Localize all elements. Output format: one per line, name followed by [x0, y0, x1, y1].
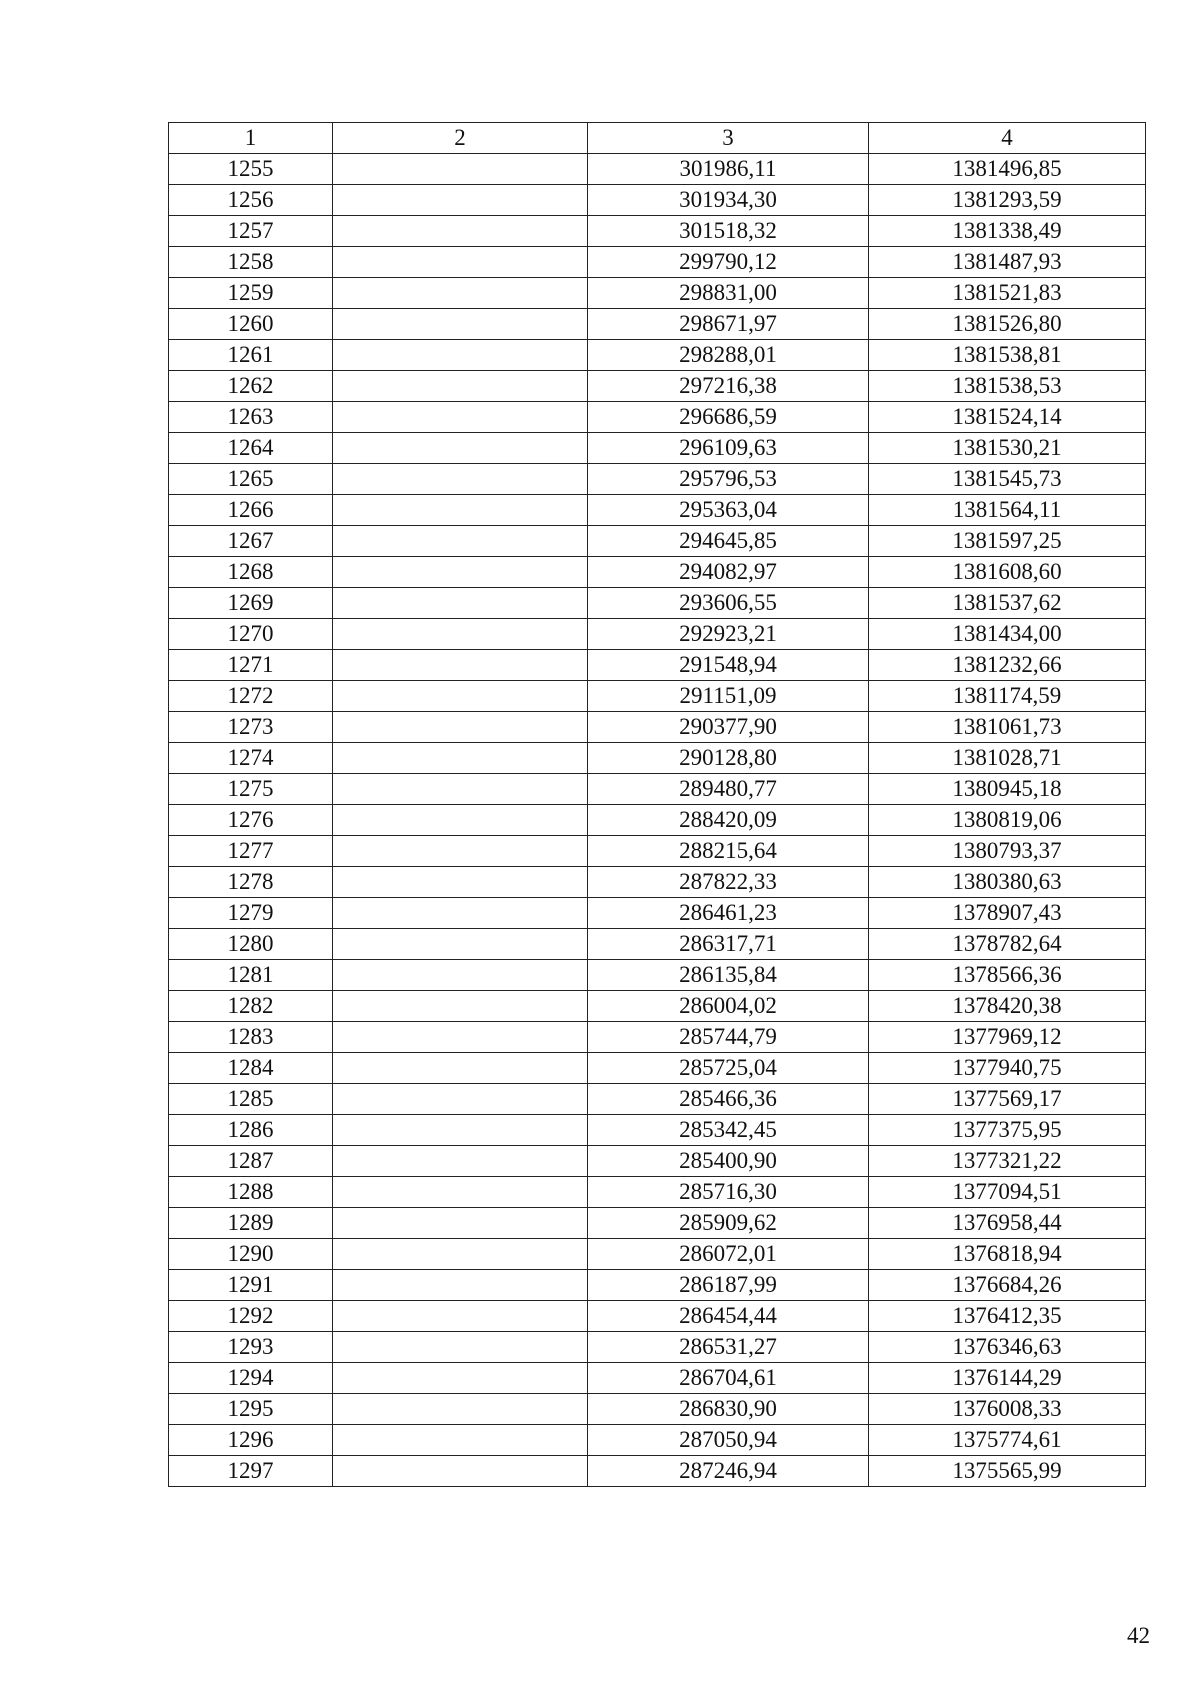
coordinate-x-cell: 286317,71	[588, 929, 869, 960]
coordinate-x-cell: 301986,11	[588, 154, 869, 185]
coordinate-x-cell: 288215,64	[588, 836, 869, 867]
table-row	[169, 1425, 1146, 1456]
point-number-cell: 1293	[169, 1332, 333, 1363]
coordinate-x-cell: 285909,62	[588, 1208, 869, 1239]
description-cell	[333, 960, 588, 991]
coordinate-x-cell: 285716,30	[588, 1177, 869, 1208]
coordinate-y-cell: 1381538,81	[869, 340, 1146, 371]
point-number-cell: 1255	[169, 154, 333, 185]
coordinate-y-cell: 1381545,73	[869, 464, 1146, 495]
table-row	[169, 1146, 1146, 1177]
table-row	[169, 1394, 1146, 1425]
point-number-cell: 1269	[169, 588, 333, 619]
coordinate-x-cell: 290128,80	[588, 743, 869, 774]
coordinate-x-cell: 288420,09	[588, 805, 869, 836]
coordinate-y-cell: 1381232,66	[869, 650, 1146, 681]
point-number-cell: 1292	[169, 1301, 333, 1332]
coordinate-y-cell: 1381530,21	[869, 433, 1146, 464]
point-number-cell: 1291	[169, 1270, 333, 1301]
point-number-cell: 1256	[169, 185, 333, 216]
point-number-cell: 1297	[169, 1456, 333, 1487]
coordinate-y-cell: 1381537,62	[869, 588, 1146, 619]
coordinate-y-cell: 1381174,59	[869, 681, 1146, 712]
point-number-cell: 1274	[169, 743, 333, 774]
coordinate-x-cell: 286187,99	[588, 1270, 869, 1301]
description-cell	[333, 278, 588, 309]
description-cell	[333, 464, 588, 495]
table-row	[169, 185, 1146, 216]
coordinates-table	[168, 122, 1146, 1487]
coordinate-y-cell: 1376818,94	[869, 1239, 1146, 1270]
header-cell-1: 1	[169, 123, 333, 154]
table-row	[169, 433, 1146, 464]
description-cell	[333, 309, 588, 340]
table-row	[169, 247, 1146, 278]
coordinate-x-cell: 291548,94	[588, 650, 869, 681]
table-row	[169, 340, 1146, 371]
description-cell	[333, 433, 588, 464]
description-cell	[333, 1053, 588, 1084]
point-number-cell: 1266	[169, 495, 333, 526]
coordinate-x-cell: 291151,09	[588, 681, 869, 712]
table-row	[169, 309, 1146, 340]
description-cell	[333, 1208, 588, 1239]
coordinate-y-cell: 1377321,22	[869, 1146, 1146, 1177]
coordinate-x-cell: 286461,23	[588, 898, 869, 929]
coordinate-y-cell: 1381608,60	[869, 557, 1146, 588]
description-cell	[333, 154, 588, 185]
point-number-cell: 1289	[169, 1208, 333, 1239]
description-cell	[333, 898, 588, 929]
table-row	[169, 681, 1146, 712]
coordinate-y-cell: 1376684,26	[869, 1270, 1146, 1301]
coordinate-x-cell: 285725,04	[588, 1053, 869, 1084]
point-number-cell: 1282	[169, 991, 333, 1022]
coordinate-x-cell: 292923,21	[588, 619, 869, 650]
description-cell	[333, 774, 588, 805]
description-cell	[333, 1425, 588, 1456]
description-cell	[333, 681, 588, 712]
coordinate-x-cell: 299790,12	[588, 247, 869, 278]
coordinate-x-cell: 296109,63	[588, 433, 869, 464]
coordinate-y-cell: 1377940,75	[869, 1053, 1146, 1084]
table-row	[169, 774, 1146, 805]
coordinate-y-cell: 1381496,85	[869, 154, 1146, 185]
coordinate-y-cell: 1378566,36	[869, 960, 1146, 991]
point-number-cell: 1264	[169, 433, 333, 464]
coordinate-x-cell: 285744,79	[588, 1022, 869, 1053]
table-row	[169, 495, 1146, 526]
coordinate-y-cell: 1378420,38	[869, 991, 1146, 1022]
table-row	[169, 216, 1146, 247]
point-number-cell: 1259	[169, 278, 333, 309]
table-row	[169, 1363, 1146, 1394]
coordinate-y-cell: 1377094,51	[869, 1177, 1146, 1208]
point-number-cell: 1279	[169, 898, 333, 929]
coordinate-y-cell: 1378907,43	[869, 898, 1146, 929]
coordinate-x-cell: 301518,32	[588, 216, 869, 247]
point-number-cell: 1267	[169, 526, 333, 557]
description-cell	[333, 216, 588, 247]
point-number-cell: 1273	[169, 712, 333, 743]
table-row	[169, 1022, 1146, 1053]
coordinate-y-cell: 1376412,35	[869, 1301, 1146, 1332]
table-row	[169, 1301, 1146, 1332]
table-row	[169, 464, 1146, 495]
coordinate-y-cell: 1381028,71	[869, 743, 1146, 774]
coordinate-y-cell: 1377969,12	[869, 1022, 1146, 1053]
table-header-row	[169, 123, 1146, 154]
table-row	[169, 1332, 1146, 1363]
table-row	[169, 1053, 1146, 1084]
description-cell	[333, 495, 588, 526]
coordinate-y-cell: 1381564,11	[869, 495, 1146, 526]
point-number-cell: 1263	[169, 402, 333, 433]
point-number-cell: 1278	[169, 867, 333, 898]
coordinate-x-cell: 289480,77	[588, 774, 869, 805]
description-cell	[333, 588, 588, 619]
table-row	[169, 712, 1146, 743]
coordinate-y-cell: 1380945,18	[869, 774, 1146, 805]
coordinate-x-cell: 287822,33	[588, 867, 869, 898]
point-number-cell: 1257	[169, 216, 333, 247]
description-cell	[333, 1022, 588, 1053]
point-number-cell: 1285	[169, 1084, 333, 1115]
coordinate-x-cell: 286135,84	[588, 960, 869, 991]
point-number-cell: 1294	[169, 1363, 333, 1394]
coordinate-x-cell: 286704,61	[588, 1363, 869, 1394]
point-number-cell: 1275	[169, 774, 333, 805]
description-cell	[333, 836, 588, 867]
description-cell	[333, 371, 588, 402]
header-cell-3: 3	[588, 123, 869, 154]
description-cell	[333, 402, 588, 433]
table-row	[169, 898, 1146, 929]
description-cell	[333, 929, 588, 960]
coordinate-x-cell: 287246,94	[588, 1456, 869, 1487]
coordinate-x-cell: 286531,27	[588, 1332, 869, 1363]
coordinate-y-cell: 1377569,17	[869, 1084, 1146, 1115]
point-number-cell: 1280	[169, 929, 333, 960]
point-number-cell: 1261	[169, 340, 333, 371]
table-row	[169, 836, 1146, 867]
description-cell	[333, 1239, 588, 1270]
description-cell	[333, 743, 588, 774]
description-cell	[333, 1394, 588, 1425]
table-row	[169, 1177, 1146, 1208]
coordinate-y-cell: 1381338,49	[869, 216, 1146, 247]
table-row	[169, 588, 1146, 619]
coordinate-y-cell: 1380380,63	[869, 867, 1146, 898]
coordinate-y-cell: 1381061,73	[869, 712, 1146, 743]
description-cell	[333, 991, 588, 1022]
point-number-cell: 1272	[169, 681, 333, 712]
table-row	[169, 619, 1146, 650]
coordinate-x-cell: 297216,38	[588, 371, 869, 402]
coordinate-x-cell: 285400,90	[588, 1146, 869, 1177]
coordinate-x-cell: 286830,90	[588, 1394, 869, 1425]
table-row	[169, 1115, 1146, 1146]
point-number-cell: 1283	[169, 1022, 333, 1053]
point-number-cell: 1295	[169, 1394, 333, 1425]
coordinate-y-cell: 1376144,29	[869, 1363, 1146, 1394]
table-row	[169, 1456, 1146, 1487]
point-number-cell: 1262	[169, 371, 333, 402]
table-row	[169, 743, 1146, 774]
header-cell-2: 2	[333, 123, 588, 154]
description-cell	[333, 1456, 588, 1487]
point-number-cell: 1258	[169, 247, 333, 278]
point-number-cell: 1296	[169, 1425, 333, 1456]
table-row	[169, 929, 1146, 960]
table-row	[169, 402, 1146, 433]
table-row	[169, 154, 1146, 185]
coordinate-y-cell: 1381524,14	[869, 402, 1146, 433]
coordinate-x-cell: 293606,55	[588, 588, 869, 619]
coordinate-x-cell: 290377,90	[588, 712, 869, 743]
coordinate-x-cell: 295363,04	[588, 495, 869, 526]
point-number-cell: 1271	[169, 650, 333, 681]
point-number-cell: 1288	[169, 1177, 333, 1208]
coordinate-x-cell: 294645,85	[588, 526, 869, 557]
table-row	[169, 1239, 1146, 1270]
table-row	[169, 557, 1146, 588]
table-row	[169, 278, 1146, 309]
description-cell	[333, 712, 588, 743]
coordinate-y-cell: 1376958,44	[869, 1208, 1146, 1239]
coordinate-x-cell: 285466,36	[588, 1084, 869, 1115]
description-cell	[333, 867, 588, 898]
coordinate-y-cell: 1381597,25	[869, 526, 1146, 557]
table-row	[169, 960, 1146, 991]
coordinate-x-cell: 298671,97	[588, 309, 869, 340]
description-cell	[333, 185, 588, 216]
description-cell	[333, 619, 588, 650]
coordinate-y-cell: 1378782,64	[869, 929, 1146, 960]
point-number-cell: 1281	[169, 960, 333, 991]
coordinate-x-cell: 285342,45	[588, 1115, 869, 1146]
description-cell	[333, 526, 588, 557]
point-number-cell: 1290	[169, 1239, 333, 1270]
coordinate-y-cell: 1381487,93	[869, 247, 1146, 278]
description-cell	[333, 1332, 588, 1363]
header-cell-4: 4	[869, 123, 1146, 154]
point-number-cell: 1276	[169, 805, 333, 836]
table-row	[169, 1208, 1146, 1239]
point-number-cell: 1284	[169, 1053, 333, 1084]
table-row	[169, 371, 1146, 402]
coordinate-y-cell: 1381538,53	[869, 371, 1146, 402]
description-cell	[333, 1270, 588, 1301]
point-number-cell: 1260	[169, 309, 333, 340]
coordinate-y-cell: 1380793,37	[869, 836, 1146, 867]
table-row	[169, 867, 1146, 898]
coordinate-y-cell: 1380819,06	[869, 805, 1146, 836]
description-cell	[333, 1115, 588, 1146]
table-row	[169, 526, 1146, 557]
coordinates-table-body	[169, 123, 1146, 1487]
coordinate-x-cell: 286004,02	[588, 991, 869, 1022]
table-row	[169, 650, 1146, 681]
description-cell	[333, 650, 588, 681]
description-cell	[333, 1363, 588, 1394]
description-cell	[333, 557, 588, 588]
coordinate-x-cell: 294082,97	[588, 557, 869, 588]
coordinate-x-cell: 296686,59	[588, 402, 869, 433]
point-number-cell: 1268	[169, 557, 333, 588]
table-row	[169, 991, 1146, 1022]
table-row	[169, 1084, 1146, 1115]
point-number-cell: 1270	[169, 619, 333, 650]
point-number-cell: 1277	[169, 836, 333, 867]
coordinate-x-cell: 301934,30	[588, 185, 869, 216]
description-cell	[333, 805, 588, 836]
coordinate-y-cell: 1376346,63	[869, 1332, 1146, 1363]
description-cell	[333, 1146, 588, 1177]
coordinate-y-cell: 1381526,80	[869, 309, 1146, 340]
point-number-cell: 1286	[169, 1115, 333, 1146]
coordinate-y-cell: 1381434,00	[869, 619, 1146, 650]
coordinate-x-cell: 298288,01	[588, 340, 869, 371]
description-cell	[333, 1301, 588, 1332]
coordinate-y-cell: 1375565,99	[869, 1456, 1146, 1487]
description-cell	[333, 1177, 588, 1208]
coordinate-x-cell: 295796,53	[588, 464, 869, 495]
description-cell	[333, 1084, 588, 1115]
description-cell	[333, 340, 588, 371]
table-row	[169, 1270, 1146, 1301]
description-cell	[333, 247, 588, 278]
coordinate-x-cell: 298831,00	[588, 278, 869, 309]
coordinate-y-cell: 1375774,61	[869, 1425, 1146, 1456]
coordinate-y-cell: 1381293,59	[869, 185, 1146, 216]
coordinate-x-cell: 287050,94	[588, 1425, 869, 1456]
page-number: 42	[1127, 1623, 1150, 1648]
point-number-cell: 1287	[169, 1146, 333, 1177]
coordinate-y-cell: 1377375,95	[869, 1115, 1146, 1146]
coordinate-y-cell: 1376008,33	[869, 1394, 1146, 1425]
point-number-cell: 1265	[169, 464, 333, 495]
table-row	[169, 805, 1146, 836]
coordinate-x-cell: 286072,01	[588, 1239, 869, 1270]
coordinate-y-cell: 1381521,83	[869, 278, 1146, 309]
coordinate-x-cell: 286454,44	[588, 1301, 869, 1332]
